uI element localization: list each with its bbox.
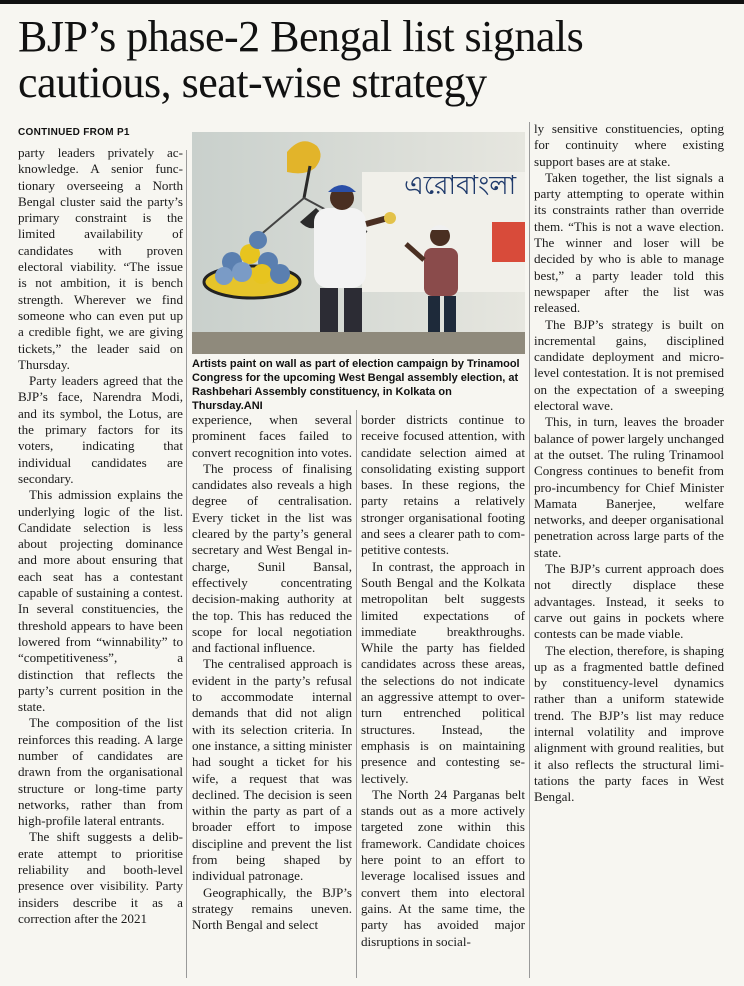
paragraph: The North 24 Parganas belt stands out as a more actively targeted zone within this framework. Candidate choices here point to an effort to leverage localised issues and convert them into electoral gains. At the same time, the party has avoided major disruptions in social- — [361, 786, 525, 949]
top-rule — [0, 0, 744, 4]
paragraph: Party leaders agreed that the BJP’s face, Narendra Modi, and its symbol, the Lotus, are the primary factors for its voters, indicating that individual candidates are secondary. — [18, 373, 183, 486]
headline-line-1: BJP’s phase-2 Bengal list signals — [18, 12, 584, 61]
column-divider — [356, 410, 357, 978]
paragraph: The centralised approach is evident in the party’s refusal to accommodate internal demands that did not align with its selection criteria. In one instance, a sitting minister had sought a ticket for his wife, a request that was declined. The decision is seen within the party as part of a broader effort to impose discipline and prevent the list from being shaped by individual patronage. — [192, 656, 352, 884]
paragraph: party leaders privately acknowledge. A senior functionary overseeing a North Bengal cluster said the party’s primary constraint is the limited availability of candidates with proven electoral viability. “The issue is not ambition, it is bench strength. Wherever we find someone who can even put up a credible fight, we are giving tickets,” the leader said on Thursday. — [18, 145, 183, 372]
article-column-1 — [18, 145, 183, 927]
paragraph: This, in turn, leaves the broader balance of power largely unchanged at the outset. The ruling Trinamool Congress continues to benefit from pro-incumbency for Chief Minister Mamata Banerjee, welfare networks, and deeper organisational penetration across large parts of the state. — [534, 414, 724, 560]
article-column-2 — [192, 412, 352, 934]
headline-line-2: cautious, seat-wise strategy — [18, 58, 487, 107]
paragraph: The process of finalising candidates also reveals a high degree of centralisation. Every ticket in the list was cleared by the party’s general secretary and West Bengal in-charge, Sunil Bansal, effectively concentrating decision-making authority at the top. This has reduced the scope for local negotiation and factional influence. — [192, 460, 352, 656]
paragraph: The BJP’s strategy is built on incremental gains, disciplined candidate deployment and micro-level contestation. It is not premised on the expectation of a sweeping electoral wave. — [534, 316, 724, 414]
photo-caption — [192, 357, 525, 413]
news-photo — [192, 132, 525, 354]
paragraph: The election, therefore, is shaping up as a fragmented battle defined by constituency-level dynamics rather than a uniform statewide trend. The BJP’s list may reduce internal volatility and improve alignment with ground realities, but it also reflects the structural limitations the party faces in West Bengal. — [534, 642, 724, 805]
continued-label: CONTINUED FROM P1 — [18, 127, 130, 138]
paragraph: In contrast, the approach in South Bengal and the Kolkata metropolitan belt suggests limited expectations of immediate breakthroughs. While the party has fielded candidates across these areas, the selections do not indicate an aggressive attempt to overturn entrenched political structures. Instead, the emphasis is on maintaining presence and contesting selectively. — [361, 558, 525, 786]
photo-credit: ANI — [243, 400, 263, 412]
column-divider — [186, 150, 187, 978]
paragraph: The composition of the list reinforces this reading. A large number of candidates are drawn from the organisational structure or long-time party networks, rather than from high-profile lateral entrants. — [18, 715, 183, 829]
paragraph: Taken together, the list signals a party attempting to operate within its constraints rather than override them. “This is not a wave election. The winner and loser will be decided by who is able to manage best,” a party leader told this newspaper after the list was released. — [534, 169, 724, 316]
paragraph: This admission explains the underlying logic of the list. Candidate selection is less about projecting dominance and more about ensuring that each seat has a contestant capable of sustaining a contest. In several constituencies, the threshold appears to have been lowered from “winnability” to “competitiveness”, a distinction that reflects the party’s current position in the state. — [18, 487, 183, 715]
article-column-3 — [361, 412, 525, 950]
paragraph: ly sensitive constituencies, opting for continuity where existing support bases are at stake. — [534, 121, 724, 169]
caption-text: Artists paint on wall as part of election campaign by Trinamool Congress for the upcoming West Bengal assembly election, at Rashbehari Assembly constituency, in Kolkata on Thursday. — [192, 358, 520, 412]
article-column-4 — [534, 121, 724, 805]
paragraph: experience, when several prominent faces failed to convert recognition into votes. — [192, 412, 352, 460]
paragraph: Geographically, the BJP’s strategy remains uneven. North Bengal and select — [192, 884, 352, 933]
paragraph: The BJP’s current approach does not directly displace these advantages. Instead, it seeks to carve out gains in pockets where contests can be made viable. — [534, 561, 724, 642]
wall-lettering: এরোবাংলা — [404, 171, 517, 201]
paragraph: border districts continue to receive focused attention, with candidate selection aimed at consolidating existing support bases. In these regions, the party retains a relatively stronger organisational footing and sees a clearer path to competitive contests. — [361, 412, 525, 558]
column-divider — [529, 122, 530, 978]
wall-painting-illustration — [192, 132, 525, 354]
headline — [18, 14, 728, 106]
paragraph: The shift suggests a deliberate attempt to prioritise reliability and booth-level presence over visibility. Party insiders describe it as a correction after the 2021 — [18, 829, 183, 926]
